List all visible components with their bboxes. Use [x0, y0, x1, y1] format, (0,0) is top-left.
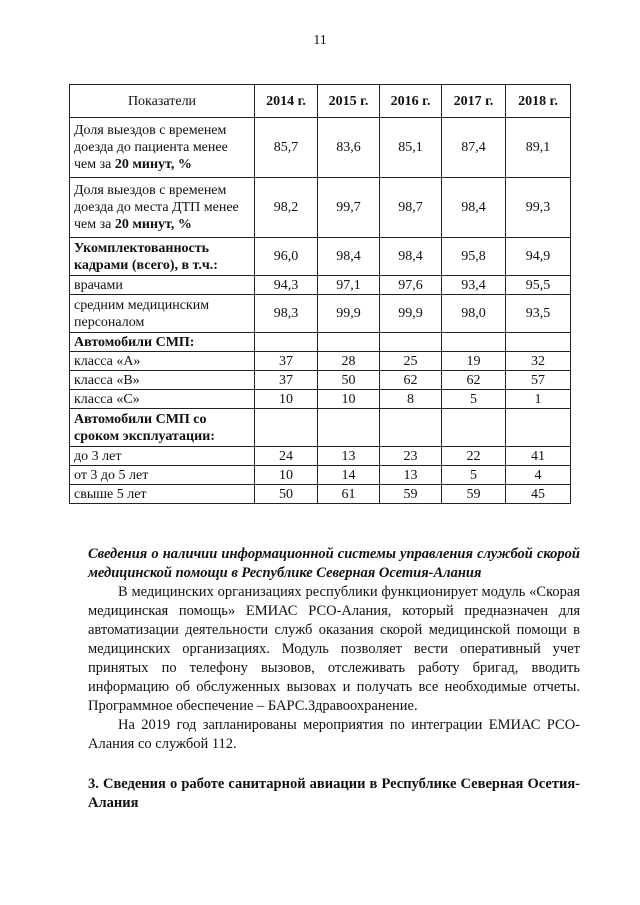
row-label: от 3 до 5 лет — [70, 466, 255, 485]
table-row — [70, 447, 571, 466]
header-year: 2016 г. — [380, 85, 442, 118]
row-label — [70, 178, 255, 238]
row-label: Автомобили СМП со сроком эксплуатации: — [70, 409, 255, 447]
table-cell-value: 57 — [506, 371, 571, 390]
table-cell-value: 98,7 — [380, 178, 442, 238]
table-cell-value: 50 — [318, 371, 380, 390]
table-cell-value: 62 — [442, 371, 506, 390]
table-cell-value: 59 — [442, 485, 506, 504]
table-cell-value: 98,4 — [380, 238, 442, 276]
table-cell-value: 45 — [506, 485, 571, 504]
info-system-heading: Сведения о наличии информационной системы управления службой скорой медицинской помощи в Республике Северная Осетия-Алания — [88, 546, 580, 581]
table-cell-value — [318, 409, 380, 447]
row-label-text: Доля выездов с временем доезда до места ДТП менее чем за — [74, 183, 239, 232]
table-cell-value: 19 — [442, 352, 506, 371]
table-cell-value: 50 — [255, 485, 318, 504]
table-cell-value: 62 — [380, 371, 442, 390]
table-cell-value: 59 — [380, 485, 442, 504]
table-cell-value: 61 — [318, 485, 380, 504]
section-3-heading: 3. Сведения о работе санитарной авиации в Республике Северная Осетия-Алания — [88, 776, 580, 811]
table-row — [70, 409, 571, 447]
table-cell-value — [255, 409, 318, 447]
table-header-row — [70, 85, 571, 118]
table-cell-value: 13 — [380, 466, 442, 485]
table-cell-value — [506, 409, 571, 447]
row-label: Укомплектованность кадрами (всего), в т.ч.: — [70, 238, 255, 276]
table-cell-value: 94,9 — [506, 238, 571, 276]
table-cell-value: 93,5 — [506, 295, 571, 333]
table-cell-value: 14 — [318, 466, 380, 485]
table-cell-value: 99,7 — [318, 178, 380, 238]
row-label: до 3 лет — [70, 447, 255, 466]
row-label: класса «А» — [70, 352, 255, 371]
table-cell-value: 25 — [380, 352, 442, 371]
table-cell-value: 23 — [380, 447, 442, 466]
table-cell-value: 95,5 — [506, 276, 571, 295]
table-cell-value: 37 — [255, 371, 318, 390]
page-number: 11 — [313, 33, 327, 48]
table-cell-value: 85,7 — [255, 118, 318, 178]
row-label: класса «В» — [70, 371, 255, 390]
table-cell-value: 98,2 — [255, 178, 318, 238]
paragraph: На 2019 год запланированы мероприятия по интеграции ЕМИАС РСО-Алания со службой 112. — [88, 717, 580, 752]
row-label-text: Доля выездов с временем доезда до пациента менее чем за — [74, 123, 228, 172]
table-cell-value: 97,6 — [380, 276, 442, 295]
table-cell-value: 10 — [318, 390, 380, 409]
table-cell-value: 94,3 — [255, 276, 318, 295]
table-row — [70, 485, 571, 504]
table-cell-value: 83,6 — [318, 118, 380, 178]
header-indicators: Показатели — [70, 85, 255, 118]
table-row — [70, 238, 571, 276]
table-row — [70, 371, 571, 390]
table-cell-value: 10 — [255, 466, 318, 485]
table-cell-value: 98,0 — [442, 295, 506, 333]
table-row — [70, 118, 571, 178]
table-cell-value: 96,0 — [255, 238, 318, 276]
row-label — [70, 118, 255, 178]
table-cell-value: 5 — [442, 466, 506, 485]
table-cell-value: 10 — [255, 390, 318, 409]
table-row — [70, 466, 571, 485]
table-cell-value: 32 — [506, 352, 571, 371]
table-cell-value — [442, 409, 506, 447]
row-label-suffix: , % — [170, 217, 192, 232]
table-cell-value: 85,1 — [380, 118, 442, 178]
row-label: средним медицинским персоналом — [70, 295, 255, 333]
table-cell-value: 28 — [318, 352, 380, 371]
table-cell-value: 97,1 — [318, 276, 380, 295]
table-cell-value: 22 — [442, 447, 506, 466]
table-row — [70, 390, 571, 409]
header-year: 2014 г. — [255, 85, 318, 118]
table-row — [70, 295, 571, 333]
table-cell-value: 99,9 — [380, 295, 442, 333]
table-row — [70, 178, 571, 238]
header-year: 2018 г. — [506, 85, 571, 118]
table-row — [70, 352, 571, 371]
table-cell-value: 13 — [318, 447, 380, 466]
table-cell-value: 99,3 — [506, 178, 571, 238]
header-year: 2017 г. — [442, 85, 506, 118]
table-cell-value: 4 — [506, 466, 571, 485]
indicators-table — [69, 84, 571, 504]
table-cell-value — [442, 333, 506, 352]
table-body — [70, 118, 571, 504]
table-cell-value: 24 — [255, 447, 318, 466]
table-cell-value: 89,1 — [506, 118, 571, 178]
row-label: класса «С» — [70, 390, 255, 409]
row-label: свыше 5 лет — [70, 485, 255, 504]
table-cell-value: 87,4 — [442, 118, 506, 178]
header-year: 2015 г. — [318, 85, 380, 118]
table-cell-value: 93,4 — [442, 276, 506, 295]
table-cell-value: 99,9 — [318, 295, 380, 333]
table-cell-value: 8 — [380, 390, 442, 409]
table-row — [70, 276, 571, 295]
body-text — [88, 583, 580, 754]
row-label-emphasis: 20 минут — [114, 217, 171, 232]
table-cell-value: 5 — [442, 390, 506, 409]
table-cell-value: 1 — [506, 390, 571, 409]
row-label: врачами — [70, 276, 255, 295]
paragraph: В медицинских организациях республики функционирует модуль «Скорая медицинская помощь» ЕМИАС РСО-Алания, который предназначен для автоматизации деятельности служб оказания скорой медицинской помощи в медицинских организациях. Модуль позволяет вести оперативный учет принятых по телефону вызовов, отслеживать работу бригад, вводить информацию об обслуженных вызовах и получать все необходимые отчеты. Программное обеспечение – БАРС.Здравоохранение. — [88, 584, 580, 714]
table-row — [70, 333, 571, 352]
table-cell-value — [506, 333, 571, 352]
table-cell-value: 98,4 — [318, 238, 380, 276]
row-label-emphasis: 20 минут — [114, 157, 171, 172]
table-cell-value — [380, 409, 442, 447]
table-cell-value: 41 — [506, 447, 571, 466]
row-label-suffix: , % — [170, 157, 192, 172]
table-cell-value: 37 — [255, 352, 318, 371]
table-cell-value: 98,3 — [255, 295, 318, 333]
table-cell-value — [255, 333, 318, 352]
row-label: Автомобили СМП: — [70, 333, 255, 352]
table-cell-value: 98,4 — [442, 178, 506, 238]
table-cell-value — [380, 333, 442, 352]
table-cell-value — [318, 333, 380, 352]
table-cell-value: 95,8 — [442, 238, 506, 276]
